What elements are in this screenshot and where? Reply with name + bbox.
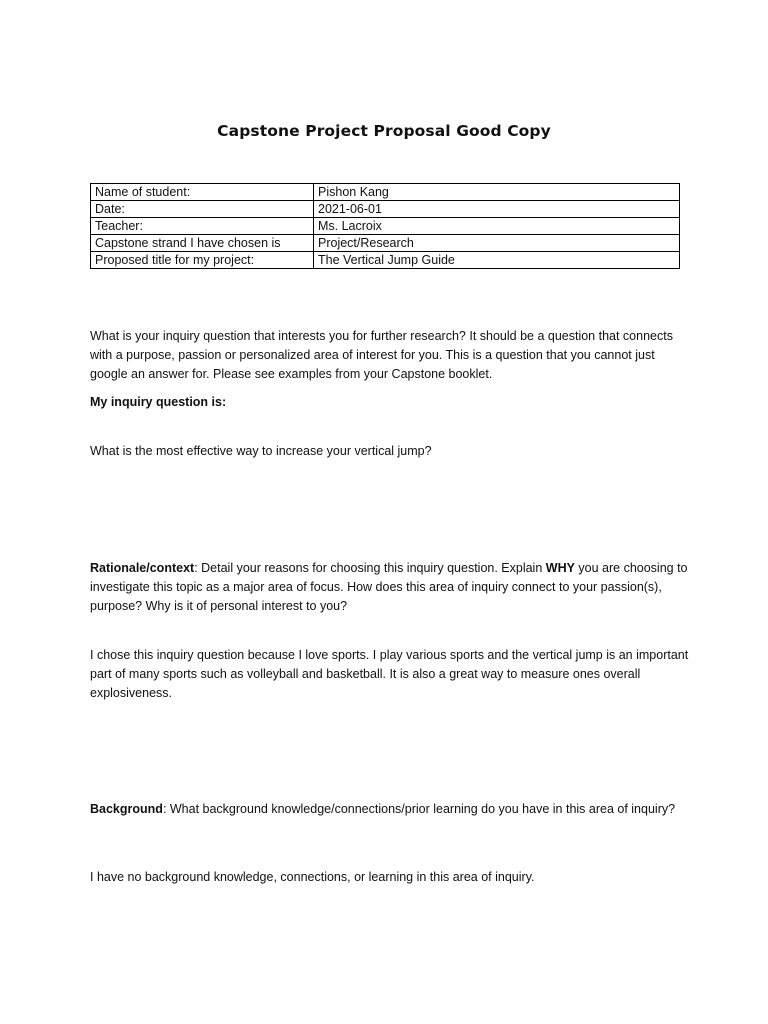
rationale-prompt-text-end: you are choosing to investigate this topic as a major area of focus. How does this area of inquiry connect to your passion(s), purpose? Why is it of personal interest to you? (90, 561, 688, 613)
background-prompt-text: : What background knowledge/connections/prior learning do you have in this area of inquiry? (162, 802, 676, 816)
row-value-strand: Project/Research (314, 235, 680, 252)
row-value-name: Pishon Kang (314, 184, 680, 201)
background-answer: I have no background knowledge, connections, or learning in this area of inquiry. (90, 870, 535, 884)
table-row (91, 218, 680, 235)
table-row (91, 201, 680, 218)
table-row (91, 184, 680, 201)
row-value-title: The Vertical Jump Guide (314, 252, 680, 269)
student-info-table (90, 183, 680, 269)
row-label-title: Proposed title for my project: (91, 252, 314, 269)
inquiry-heading: My inquiry question is: (90, 395, 227, 409)
inquiry-answer: What is the most effective way to increase your vertical jump? (90, 444, 432, 458)
inquiry-prompt: What is your inquiry question that interests you for further research? It should be a question that connects with a purpose, passion or personalized area of interest for you. This is a question that you cannot just google an answer for. Please see examples from your Capstone booklet. (90, 329, 673, 381)
row-label-teacher: Teacher: (91, 218, 314, 235)
row-label-date: Date: (91, 201, 314, 218)
row-label-strand: Capstone strand I have chosen is (91, 235, 314, 252)
rationale-prompt-text: : Detail your reasons for choosing this inquiry question. Explain (194, 561, 546, 575)
page-title: Capstone Project Proposal Good Copy (217, 122, 551, 140)
background-heading: Background (90, 802, 163, 816)
row-value-teacher: Ms. Lacroix (314, 218, 680, 235)
row-label-name: Name of student: (91, 184, 314, 201)
background-prompt (90, 800, 690, 819)
rationale-prompt (90, 559, 690, 616)
row-value-date: 2021-06-01 (314, 201, 680, 218)
table-row (91, 252, 680, 269)
rationale-answer: I chose this inquiry question because I love sports. I play various sports and the vertical jump is an important part of many sports such as volleyball and basketball. It is also a great way to measure ones overall explosiveness. (90, 648, 689, 700)
table-row (91, 235, 680, 252)
rationale-heading: Rationale/context (90, 561, 195, 575)
rationale-emphasis: WHY (545, 561, 575, 575)
